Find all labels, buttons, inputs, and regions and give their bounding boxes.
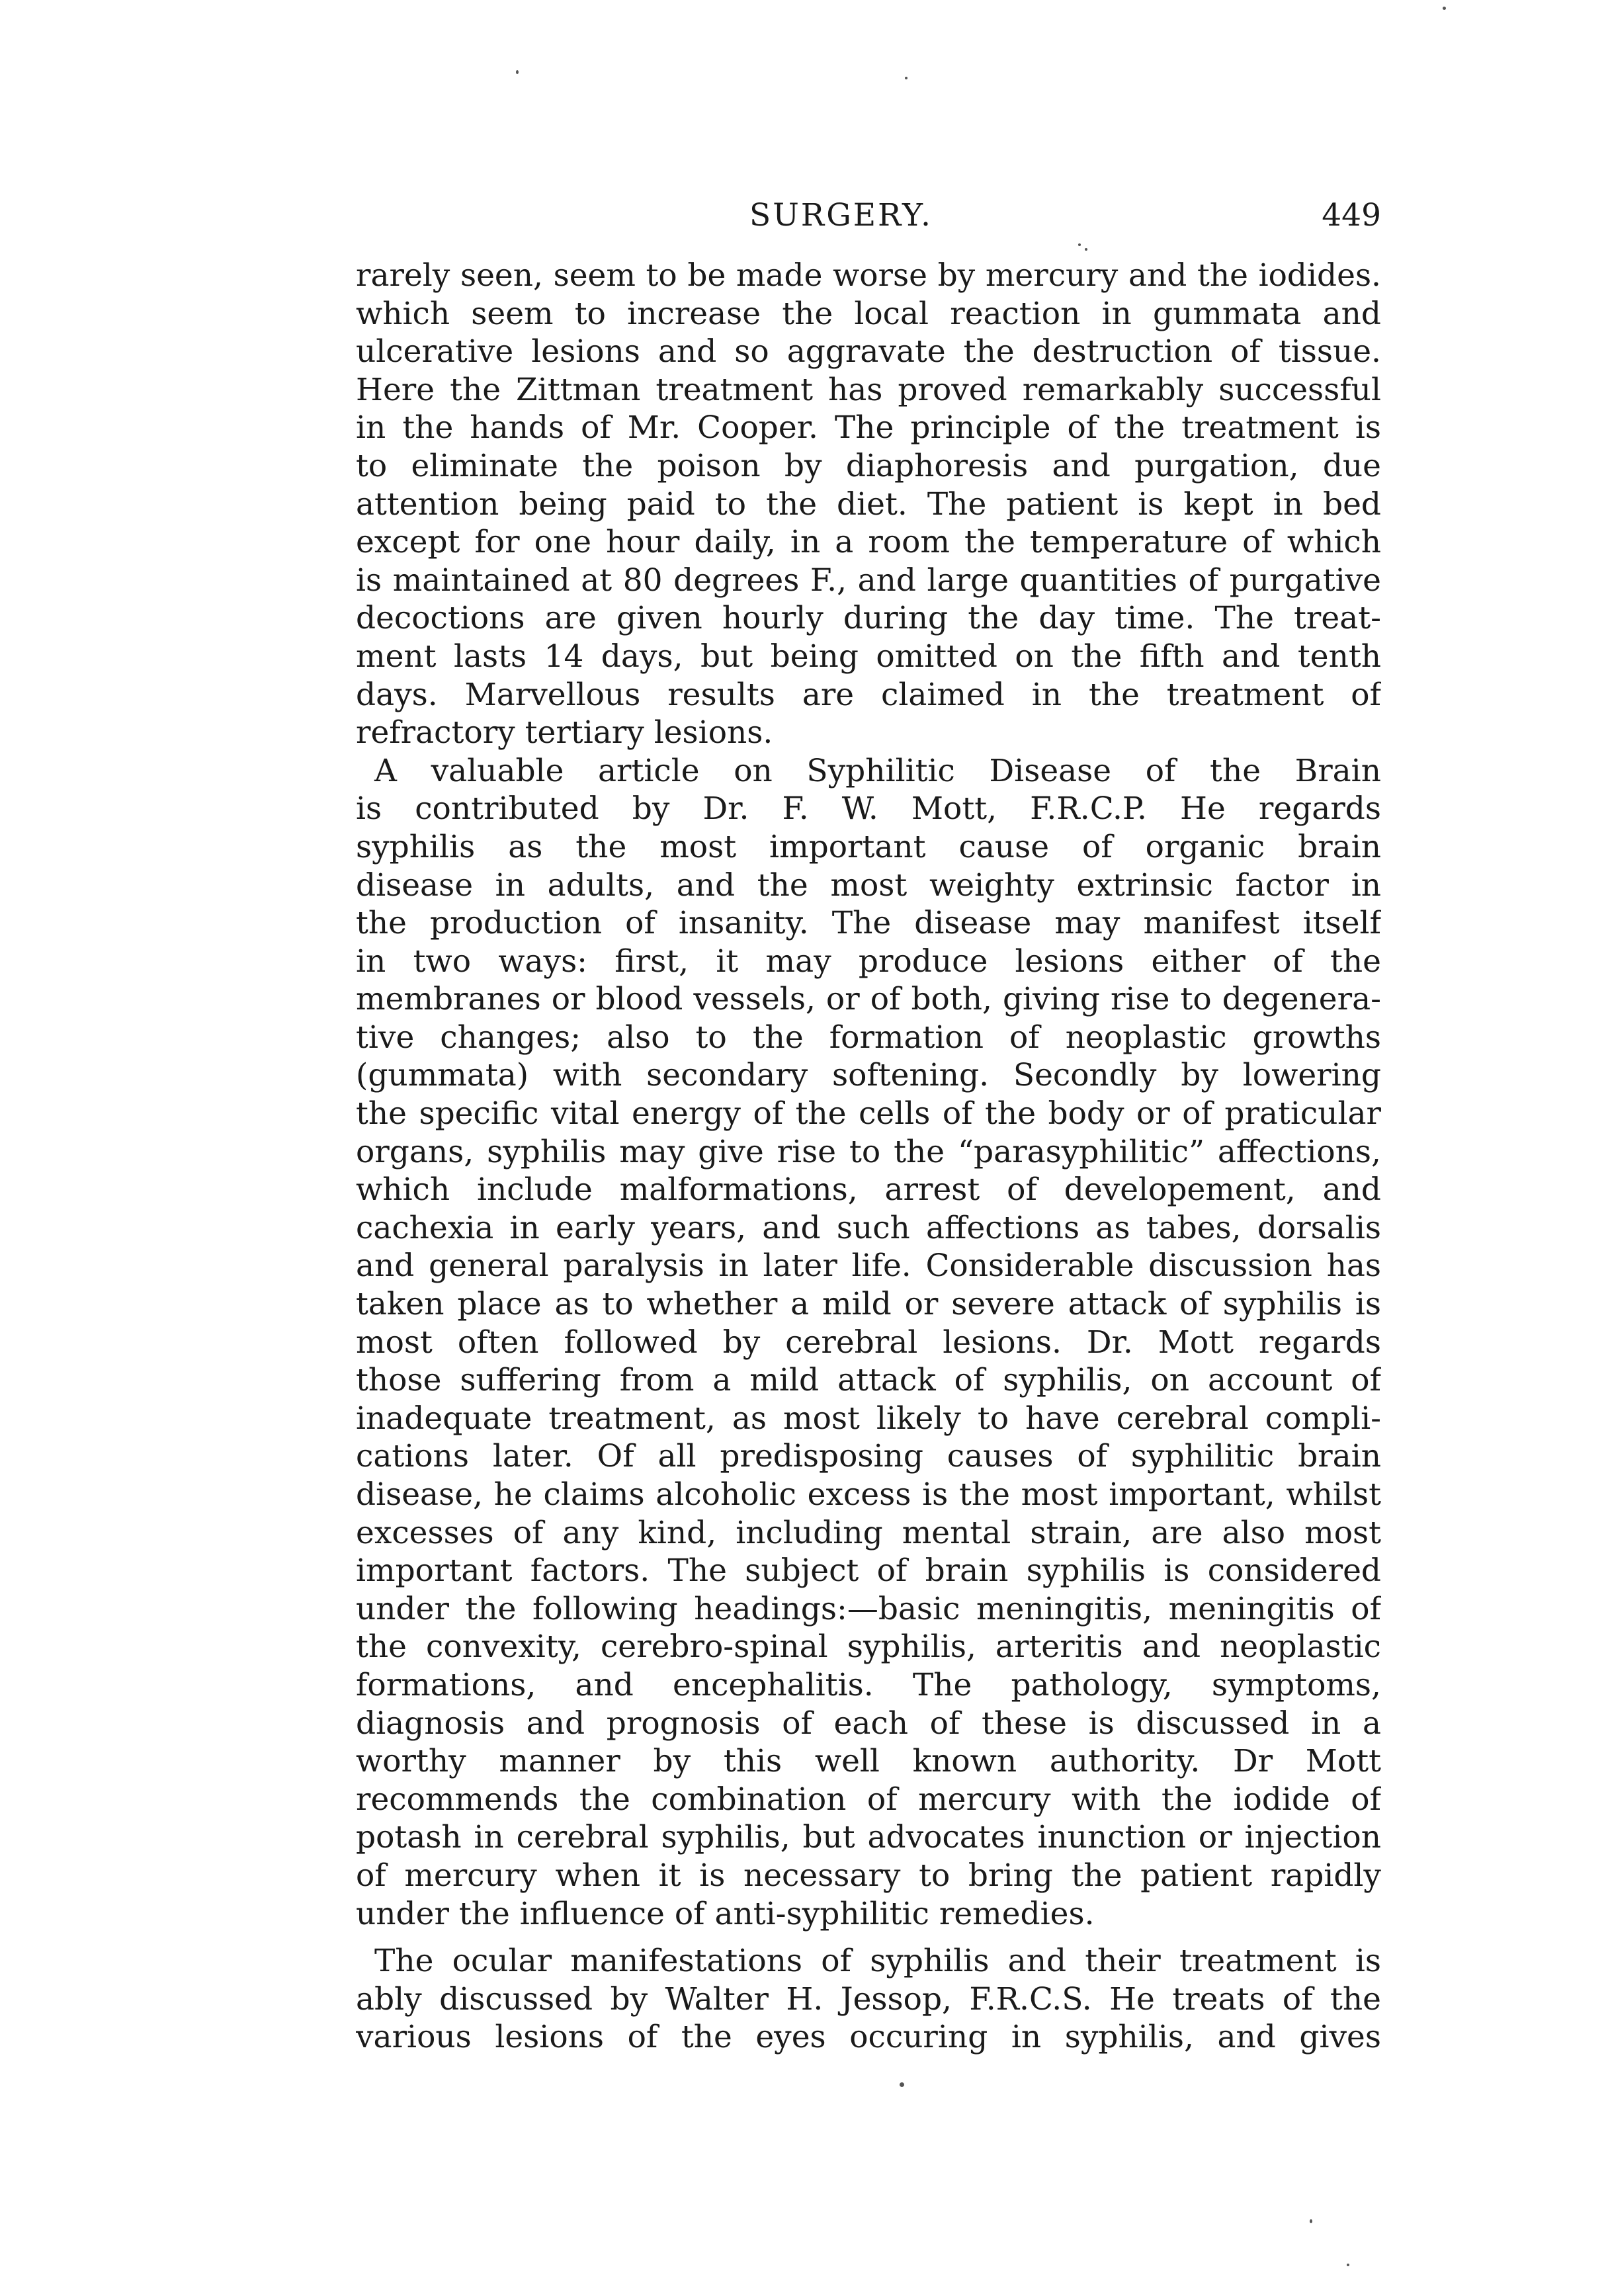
- text-line: under the influence of anti-syphilitic remedies.: [356, 1895, 1095, 1932]
- text-line: the specific vital energy of the cells of the body or of praticular: [356, 1095, 1381, 1132]
- text-line: A valuable article on Syphilitic Disease of the Brain: [374, 752, 1381, 789]
- text-line: the convexity, cerebro-spinal syphilis, arteritis and neoplastic: [356, 1629, 1381, 1666]
- text-line: syphilis as the most important cause of organic brain: [356, 828, 1381, 865]
- paragraph-ocular-manifestations: [356, 1942, 1381, 2057]
- text-line: worthy manner by this well known authority. Dr Mott: [356, 1743, 1381, 1780]
- text-line: the production of insanity. The disease may manifest itself: [356, 905, 1381, 942]
- text-line: and general paralysis in later life. Considerable discussion has: [356, 1248, 1381, 1285]
- text-line: disease in adults, and the most weighty extrinsic factor in: [356, 867, 1381, 904]
- text-line: refractory tertiary lesions.: [356, 714, 773, 751]
- paragraph-syphilitic-brain-disease: [356, 752, 1381, 1933]
- text-line: membranes or blood vessels, or of both, giving rise to degenera-: [356, 981, 1381, 1018]
- text-line: those suffering from a mild attack of syphilis, on account of: [356, 1362, 1381, 1399]
- scan-speck: [516, 70, 519, 74]
- text-line: important factors. The subject of brain syphilis is considered: [356, 1552, 1381, 1590]
- text-line: diagnosis and prognosis of each of these is discussed in a: [356, 1705, 1381, 1742]
- running-head: SURGERY.: [749, 197, 933, 234]
- text-line: under the following headings:—basic meningitis, meningitis of: [356, 1590, 1381, 1627]
- page-header: [356, 197, 1381, 243]
- text-line: (gummata) with secondary softening. Secondly by lowering: [356, 1057, 1381, 1094]
- page-number: 449: [1322, 197, 1381, 234]
- text-line: cations later. Of all predisposing causes of syphilitic brain: [356, 1438, 1381, 1475]
- text-line: attention being paid to the diet. The patient is kept in bed: [356, 486, 1381, 523]
- paragraph-zittman-treatment: [356, 257, 1381, 752]
- text-line: most often followed by cerebral lesions. Dr. Mott regards: [356, 1324, 1381, 1361]
- text-line: rarely seen, seem to be made worse by mercury and the iodides.: [356, 257, 1381, 294]
- text-line: inadequate treatment, as most likely to have cerebral compli-: [356, 1400, 1381, 1437]
- scan-speck: [1443, 7, 1446, 10]
- text-line: except for one hour daily, in a room the temperature of which: [356, 524, 1381, 561]
- text-line: organs, syphilis may give rise to the “parasyphilitic” affections,: [356, 1133, 1381, 1170]
- scan-speck: [900, 2082, 904, 2087]
- scan-speck: [1078, 243, 1081, 246]
- text-line: in two ways: first, it may produce lesions either of the: [356, 943, 1381, 980]
- text-line: ably discussed by Walter H. Jessop, F.R.C.S. He treats of the: [356, 1980, 1381, 2018]
- text-line: excesses of any kind, including mental strain, are also most: [356, 1514, 1381, 1551]
- scan-speck: [905, 77, 908, 79]
- text-line: days. Marvellous results are claimed in the treatment of: [356, 676, 1381, 713]
- text-line: taken place as to whether a mild or severe attack of syphilis is: [356, 1286, 1381, 1323]
- body-text: [356, 257, 1381, 2057]
- text-line: Here the Zittman treatment has proved remarkably successful: [356, 371, 1381, 408]
- text-line: of mercury when it is necessary to bring the patient rapidly: [356, 1857, 1381, 1894]
- text-line: disease, he claims alcoholic excess is the most important, whilst: [356, 1476, 1381, 1513]
- text-line: which seem to increase the local reaction in gummata and: [356, 295, 1381, 332]
- scan-speck: [1085, 248, 1087, 251]
- text-line: is contributed by Dr. F. W. Mott, F.R.C.P. He regards: [356, 790, 1381, 828]
- text-line: in the hands of Mr. Cooper. The principle of the treatment is: [356, 409, 1381, 446]
- text-line: The ocular manifestations of syphilis and their treatment is: [374, 1943, 1381, 1980]
- text-line: cachexia in early years, and such affections as tabes, dorsalis: [356, 1209, 1381, 1246]
- text-line: which include malformations, arrest of developement, and: [356, 1171, 1381, 1209]
- text-line: ulcerative lesions and so aggravate the destruction of tissue.: [356, 333, 1381, 370]
- text-line: to eliminate the poison by diaphoresis and purgation, due: [356, 447, 1381, 484]
- scan-speck: [1310, 2219, 1312, 2223]
- text-line: ment lasts 14 days, but being omitted on the fifth and tenth: [356, 638, 1381, 675]
- paragraph-gap: [356, 1933, 1381, 1942]
- text-line: decoctions are given hourly during the day time. The treat-: [356, 600, 1381, 637]
- text-line: recommends the combination of mercury with the iodide of: [356, 1781, 1381, 1818]
- scan-speck: [1347, 2264, 1349, 2266]
- text-line: various lesions of the eyes occuring in syphilis, and gives: [356, 2019, 1381, 2056]
- text-line: formations, and encephalitis. The pathology, symptoms,: [356, 1666, 1381, 1703]
- text-line: potash in cerebral syphilis, but advocates inunction or injection: [356, 1819, 1381, 1856]
- text-line: tive changes; also to the formation of neoplastic growths: [356, 1019, 1381, 1056]
- text-line: is maintained at 80 degrees F., and large quantities of purgative: [356, 562, 1381, 599]
